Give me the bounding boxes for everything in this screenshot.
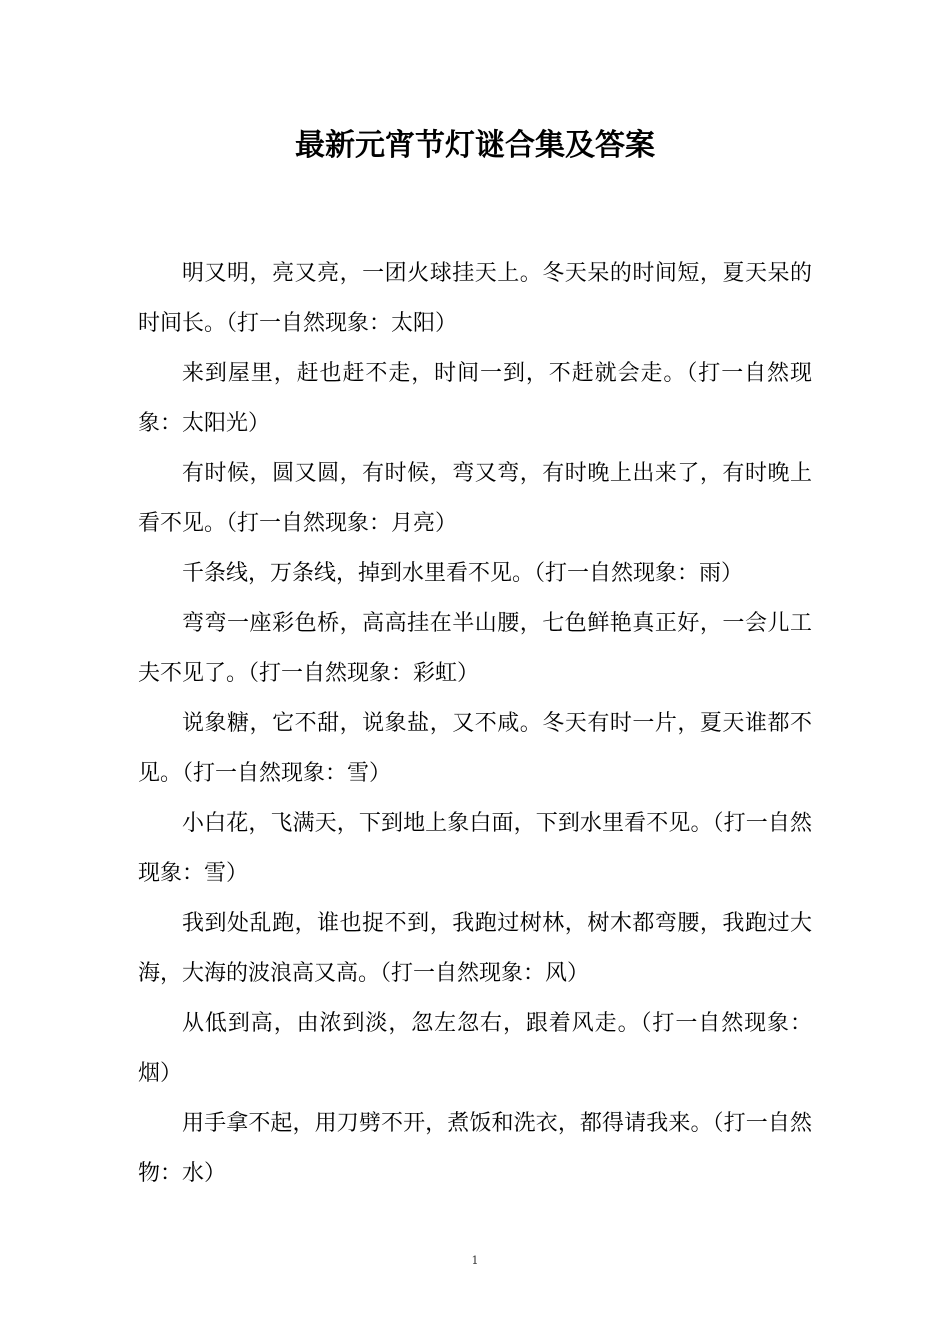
riddle-paragraph: 有时候，圆又圆，有时候，弯又弯，有时晚上出来了，有时晚上看不见。（打一自然现象：月亮）	[138, 461, 812, 536]
page-number: 1	[471, 1254, 479, 1267]
document-title: 最新元宵节灯谜合集及答案	[295, 128, 655, 163]
riddle-paragraph: 弯弯一座彩色桥，高高挂在半山腰，七色鲜艳真正好，一会儿工夫不见了。（打一自然现象：彩虹）	[138, 611, 812, 686]
riddle-paragraph: 从低到高，由浓到淡，忽左忽右，跟着风走。（打一自然现象：烟）	[138, 1011, 812, 1086]
riddle-paragraph: 千条线，万条线，掉到水里看不见。（打一自然现象：雨）	[182, 561, 744, 586]
riddle-paragraph: 说象糖，它不甜，说象盐，又不咸。冬天有时一片，夏天谁都不见。（打一自然现象：雪）	[138, 711, 812, 786]
riddle-paragraph: 用手拿不起，用刀劈不开，煮饭和洗衣，都得请我来。（打一自然物：水）	[138, 1111, 812, 1186]
riddle-paragraph: 小白花，飞满天，下到地上象白面，下到水里看不见。（打一自然现象：雪）	[138, 811, 812, 886]
riddle-paragraph: 明又明，亮又亮，一团火球挂天上。冬天呆的时间短，夏天呆的时间长。（打一自然现象：太阳）	[138, 261, 812, 336]
document-body	[138, 249, 812, 1199]
riddle-paragraph: 来到屋里，赶也赶不走，时间一到，不赶就会走。（打一自然现象：太阳光）	[138, 361, 812, 436]
riddle-paragraph: 我到处乱跑，谁也捉不到，我跑过树林，树木都弯腰，我跑过大海，大海的波浪高又高。（打一自然现象：风）	[138, 911, 812, 986]
